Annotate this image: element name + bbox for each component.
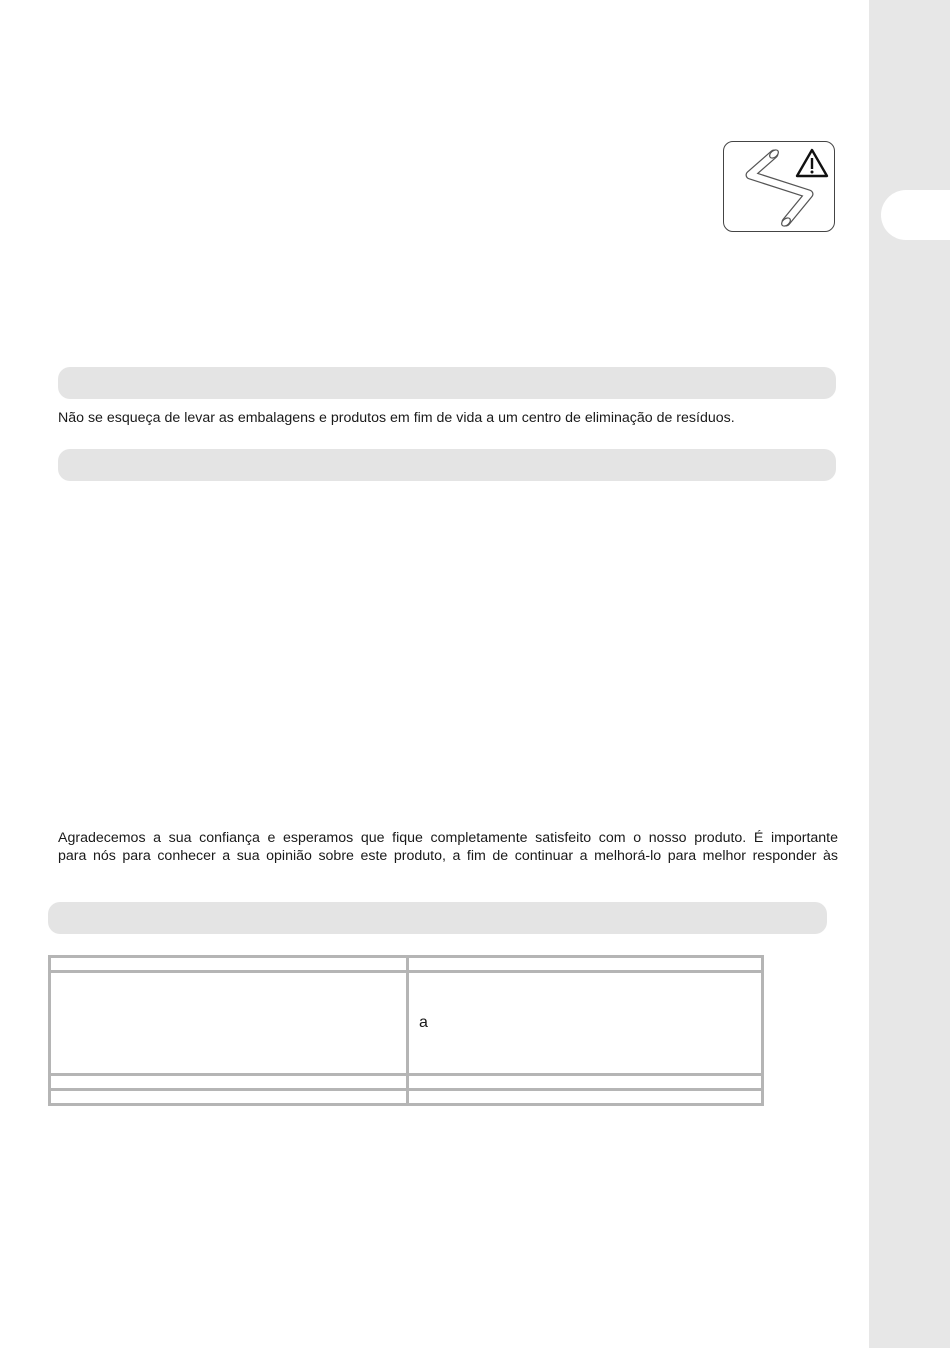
- section-header-bar-3: [48, 902, 827, 934]
- table-cell: a: [408, 971, 763, 1075]
- recycling-notice: Não se esqueça de levar as embalagens e produtos em fim de vida a um centro de eliminação de resíduos.: [58, 410, 735, 426]
- tool-warning-box: [723, 141, 835, 232]
- table-row: [50, 957, 763, 972]
- table-cell: [50, 971, 408, 1075]
- section-header-bar-2: [58, 449, 836, 481]
- table-cell: [408, 1090, 763, 1105]
- feedback-paragraph: [58, 829, 838, 865]
- table-row: [50, 971, 763, 1075]
- warning-triangle-icon: [724, 142, 836, 233]
- side-language-tab: [881, 190, 950, 240]
- feedback-line: para nós para conhecer a sua opinião sobre este produto, a fim de continuar a melhorá-lo para melhor responder às: [58, 848, 838, 864]
- info-table: [48, 955, 764, 1106]
- table-cell: [50, 1090, 408, 1105]
- table-cell: [50, 957, 408, 972]
- section-header-bar-disposal: [58, 367, 836, 399]
- table-row: [50, 1090, 763, 1105]
- table-cell: [50, 1075, 408, 1090]
- table-cell: [408, 1075, 763, 1090]
- table-row: [50, 1075, 763, 1090]
- table-cell: [408, 957, 763, 972]
- feedback-line: Agradecemos a sua confiança e esperamos que fique completamente satisfeito com o nosso produto. É importante: [58, 830, 838, 846]
